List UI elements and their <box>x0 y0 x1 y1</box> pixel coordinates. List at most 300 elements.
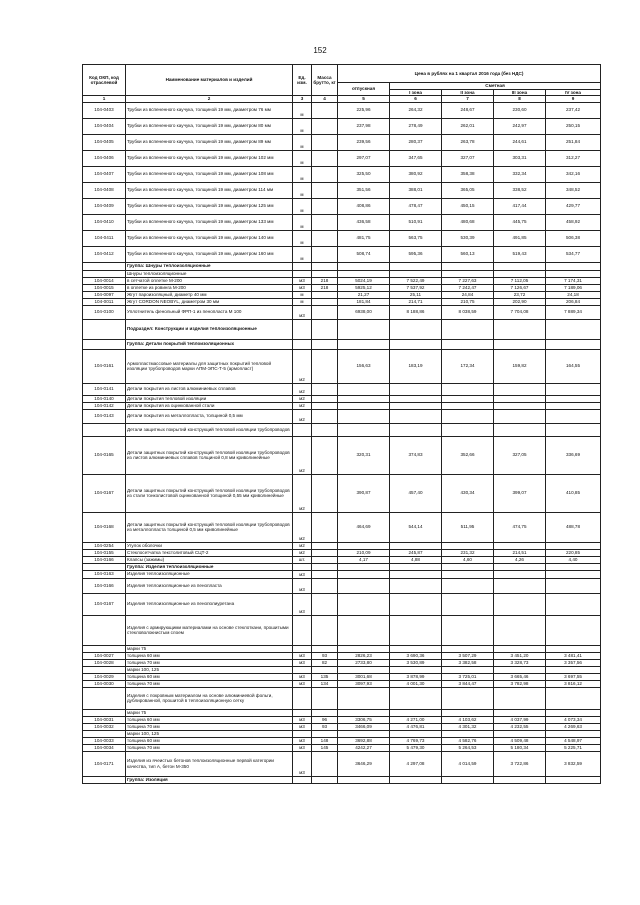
table-row <box>83 298 601 305</box>
cell-name: марки 100, 125 <box>126 730 293 737</box>
cell-price-zone-4: 312,27 <box>546 150 601 166</box>
cell-price-zone-1 <box>390 666 442 673</box>
cell-unit <box>293 730 312 737</box>
cell-unit <box>293 709 312 716</box>
cell-code: 104-0411 <box>83 230 126 246</box>
cell-price-release: 3466,09 <box>338 723 390 730</box>
cell-name: марки 75 <box>126 709 293 716</box>
cell-price-release: 481,75 <box>338 230 390 246</box>
cell-mass <box>312 549 338 556</box>
header-zone-3: III зона <box>494 89 546 96</box>
cell-name: толщина 70 мм <box>126 680 293 687</box>
cell-mass <box>312 305 338 319</box>
cell-price-zone-2 <box>442 570 494 578</box>
cell-price-zone-3: 3 665,46 <box>494 673 546 680</box>
cell-price-zone-1 <box>390 402 442 409</box>
cell-price-zone-4 <box>546 402 601 409</box>
cell-price-zone-2 <box>442 730 494 737</box>
cell-price-zone-2: 560,13 <box>442 246 494 262</box>
cell-price-zone-2: 358,38 <box>442 166 494 182</box>
cell-code: 104-0168 <box>83 512 126 542</box>
cell-price-zone-1: 5 479,30 <box>390 744 442 751</box>
cell-price-release <box>338 593 390 615</box>
cell-price-zone-4: 237,42 <box>546 102 601 118</box>
cell-price-zone-3: 242,97 <box>494 118 546 134</box>
cell-mass <box>312 339 338 349</box>
cell-price-zone-4 <box>546 262 601 270</box>
cell-price-zone-3 <box>494 776 546 783</box>
cell-price-zone-4: 3 832,59 <box>546 751 601 776</box>
cell-price-release <box>338 270 390 277</box>
cell-code: 104-0254 <box>83 542 126 549</box>
cell-price-release <box>338 578 390 593</box>
cell-price-zone-1: 544,14 <box>390 512 442 542</box>
cell-unit: м3 <box>293 723 312 730</box>
cell-mass <box>312 102 338 118</box>
cell-price-zone-3: 338,52 <box>494 182 546 198</box>
cell-price-zone-3 <box>494 542 546 549</box>
cell-price-zone-4: 506,38 <box>546 230 601 246</box>
cell-code: 104-0028 <box>83 659 126 666</box>
table-row <box>83 542 601 549</box>
cell-price-zone-4: 7 889,34 <box>546 305 601 319</box>
cell-code: 104-0142 <box>83 402 126 409</box>
cell-price-zone-2 <box>442 709 494 716</box>
cell-name: толщина 70 мм <box>126 659 293 666</box>
cell-price-zone-3 <box>494 563 546 570</box>
cell-mass <box>312 556 338 563</box>
cell-price-zone-1 <box>390 319 442 339</box>
cell-price-zone-4 <box>546 542 601 549</box>
cell-code: 104-0408 <box>83 182 126 198</box>
cell-price-zone-2 <box>442 409 494 423</box>
section-row <box>83 563 601 570</box>
cell-price-zone-3 <box>494 593 546 615</box>
cell-price-zone-1 <box>390 615 442 645</box>
column-index: 7 <box>442 96 494 103</box>
cell-code: 104-0167 <box>83 593 126 615</box>
cell-mass <box>312 319 338 339</box>
cell-mass <box>312 570 338 578</box>
cell-name: Трубки из вспененного каучука, толщиной 19 мм, диаметром 80 мм <box>126 118 293 134</box>
cell-price-release <box>338 319 390 339</box>
cell-mass <box>312 666 338 673</box>
cell-price-release: 4,17 <box>338 556 390 563</box>
table-row <box>83 549 601 556</box>
cell-name: Угулок оболочки <box>126 542 293 549</box>
cell-price-zone-2: 3 844,47 <box>442 680 494 687</box>
cell-mass <box>312 262 338 270</box>
cell-mass <box>312 214 338 230</box>
cell-price-zone-4: 5 225,71 <box>546 744 601 751</box>
cell-name: Детали покрытия из оцинкованной стали <box>126 402 293 409</box>
cell-price-zone-2 <box>442 383 494 395</box>
table-row <box>83 423 601 436</box>
cell-code: 104-0029 <box>83 673 126 680</box>
cell-unit: м2 <box>293 474 312 512</box>
cell-code: 104-0166 <box>83 556 126 563</box>
cell-price-zone-1: 380,92 <box>390 166 442 182</box>
cell-unit: м2 <box>293 402 312 409</box>
cell-code <box>83 262 126 270</box>
table-row <box>83 166 601 182</box>
cell-price-zone-2 <box>442 578 494 593</box>
cell-code: 104-0412 <box>83 246 126 262</box>
cell-price-zone-1 <box>390 395 442 402</box>
cell-code: 104-0030 <box>83 680 126 687</box>
cell-unit: м2 <box>293 549 312 556</box>
cell-price-zone-4: 458,92 <box>546 214 601 230</box>
cell-price-release <box>338 409 390 423</box>
cell-unit: м3 <box>293 593 312 615</box>
cell-code: 104-0163 <box>83 570 126 578</box>
cell-unit: м3 <box>293 737 312 744</box>
cell-code: 104-0141 <box>83 383 126 395</box>
cell-price-zone-2: 210,75 <box>442 298 494 305</box>
cell-mass <box>312 395 338 402</box>
header-unit: Ед. изм. <box>293 65 312 96</box>
table-row <box>83 744 601 751</box>
cell-unit: м3 <box>293 716 312 723</box>
cell-unit: м <box>293 166 312 182</box>
cell-price-release <box>338 730 390 737</box>
cell-name: Детали защитных покрытий конструкций тепловой изоляции трубопроводов из металлопласта толщиной 0,5 мм криволинейные <box>126 512 293 542</box>
column-index: 8 <box>494 96 546 103</box>
cell-price-release <box>338 570 390 578</box>
table-row <box>83 214 601 230</box>
cell-price-zone-1 <box>390 709 442 716</box>
cell-price-zone-2 <box>442 615 494 645</box>
table-row <box>83 436 601 474</box>
table-row <box>83 680 601 687</box>
cell-price-zone-2: 172,34 <box>442 349 494 383</box>
cell-unit: м3 <box>293 673 312 680</box>
cell-unit <box>293 262 312 270</box>
cell-price-zone-3: 399,07 <box>494 474 546 512</box>
cell-price-zone-3 <box>494 402 546 409</box>
cell-mass: 93 <box>312 723 338 730</box>
header-code: Код ОКП, код отраслевой <box>83 65 126 96</box>
cell-name: толщина 60 мм <box>126 737 293 744</box>
header-release: отпускная <box>338 83 390 96</box>
cell-code: 104-0140 <box>83 395 126 402</box>
price-table <box>82 64 601 784</box>
cell-code: 104-0405 <box>83 134 126 150</box>
cell-price-zone-1 <box>390 776 442 783</box>
table-body <box>83 102 601 783</box>
cell-name: Детали защитных покрытий конструкций тепловой изоляции трубопроводов <box>126 423 293 436</box>
cell-price-zone-3: 445,75 <box>494 214 546 230</box>
cell-price-zone-3 <box>494 339 546 349</box>
cell-price-zone-4 <box>546 409 601 423</box>
cell-mass: 134 <box>312 680 338 687</box>
table-row <box>83 645 601 652</box>
cell-code: 104-0034 <box>83 744 126 751</box>
cell-price-zone-4: 3 357,56 <box>546 659 601 666</box>
cell-unit: м <box>293 150 312 166</box>
cell-price-zone-4 <box>546 776 601 783</box>
cell-price-release <box>338 687 390 709</box>
cell-name: Изделия теплоизоляционные из пенополиуретана <box>126 593 293 615</box>
cell-price-zone-2 <box>442 542 494 549</box>
cell-price-zone-1: 388,01 <box>390 182 442 198</box>
cell-unit: м <box>293 182 312 198</box>
table-row <box>83 383 601 395</box>
column-index: 3 <box>293 96 312 103</box>
cell-price-zone-3: 244,61 <box>494 134 546 150</box>
cell-price-zone-4 <box>546 666 601 673</box>
cell-unit: м3 <box>293 578 312 593</box>
table-row <box>83 198 601 214</box>
cell-price-zone-4: 3 816,12 <box>546 680 601 687</box>
table-row <box>83 659 601 666</box>
cell-price-zone-1: 4 297,08 <box>390 751 442 776</box>
cell-price-zone-2 <box>442 776 494 783</box>
cell-price-zone-4: 3 481,41 <box>546 652 601 659</box>
cell-price-release <box>338 542 390 549</box>
cell-price-zone-3: 4,26 <box>494 556 546 563</box>
cell-name: в оплетке из ровинга М-200 <box>126 284 293 291</box>
cell-price-zone-3: 159,82 <box>494 349 546 383</box>
table-row <box>83 349 601 383</box>
cell-unit <box>293 270 312 277</box>
cell-name: Детали защитных покрытий конструкций тепловой изоляции трубопроводов из листов алюминиевых сплавов толщиной 0,8 мм криволинейные <box>126 436 293 474</box>
cell-price-zone-4 <box>546 645 601 652</box>
cell-price-zone-2: 262,01 <box>442 118 494 134</box>
cell-name: Подраздел: Конструкции и изделия теплоизоляционные <box>126 319 293 339</box>
cell-price-zone-2 <box>442 262 494 270</box>
cell-price-zone-2 <box>442 423 494 436</box>
cell-price-zone-2: 365,05 <box>442 182 494 198</box>
cell-unit <box>293 645 312 652</box>
cell-price-release <box>338 395 390 402</box>
cell-name: Стеклосетчатка текстолитовый СЦТ-2 <box>126 549 293 556</box>
cell-price-release <box>338 383 390 395</box>
cell-unit: м3 <box>293 570 312 578</box>
cell-price-release: 297,07 <box>338 150 390 166</box>
cell-unit <box>293 687 312 709</box>
cell-price-release: 3001,68 <box>338 673 390 680</box>
column-index: 5 <box>338 96 390 103</box>
cell-price-zone-1 <box>390 578 442 593</box>
cell-price-zone-2: 4 301,32 <box>442 723 494 730</box>
cell-mass <box>312 542 338 549</box>
cell-price-release: 2826,23 <box>338 652 390 659</box>
cell-unit: м2 <box>293 542 312 549</box>
cell-price-zone-2: 231,32 <box>442 549 494 556</box>
cell-price-zone-1: 478,47 <box>390 198 442 214</box>
cell-price-zone-1 <box>390 687 442 709</box>
cell-unit: м <box>293 118 312 134</box>
cell-price-zone-3 <box>494 423 546 436</box>
cell-price-zone-1 <box>390 730 442 737</box>
header-zone-2: II зона <box>442 89 494 96</box>
cell-mass <box>312 182 338 198</box>
cell-name: Группа: Изделия теплоизоляционные <box>126 563 293 570</box>
table-row <box>83 246 601 262</box>
cell-mass <box>312 291 338 298</box>
column-index: 9 <box>546 96 601 103</box>
cell-mass <box>312 134 338 150</box>
cell-code: 104-0407 <box>83 166 126 182</box>
cell-price-zone-1: 25,11 <box>390 291 442 298</box>
cell-name: Детали покрытия из металлопласта, толщиной 0,5 мм <box>126 409 293 423</box>
cell-price-zone-1: 8 188,86 <box>390 305 442 319</box>
cell-mass: 145 <box>312 744 338 751</box>
cell-code: 104-0406 <box>83 150 126 166</box>
cell-price-zone-1: 183,19 <box>390 349 442 383</box>
table-row <box>83 687 601 709</box>
cell-name: толщина 60 мм <box>126 652 293 659</box>
cell-price-zone-4: 410,85 <box>546 474 601 512</box>
cell-price-release: 156,63 <box>338 349 390 383</box>
cell-price-zone-3: 5 180,34 <box>494 744 546 751</box>
table-row <box>83 134 601 150</box>
cell-price-release <box>338 402 390 409</box>
cell-price-zone-4: 3 697,55 <box>546 673 601 680</box>
cell-price-zone-2: 4,60 <box>442 556 494 563</box>
cell-name: толщина 70 мм <box>126 723 293 730</box>
cell-price-zone-1: 264,32 <box>390 102 442 118</box>
cell-price-zone-4: 250,15 <box>546 118 601 134</box>
cell-price-zone-3: 7 126,67 <box>494 284 546 291</box>
cell-price-zone-2: 8 038,59 <box>442 305 494 319</box>
cell-price-zone-4 <box>546 709 601 716</box>
cell-unit: м <box>293 298 312 305</box>
cell-code: 104-0171 <box>83 751 126 776</box>
cell-unit <box>293 319 312 339</box>
cell-price-zone-3 <box>494 570 546 578</box>
cell-price-zone-2: 3 725,01 <box>442 673 494 680</box>
cell-price-zone-3: 3 722,86 <box>494 751 546 776</box>
cell-code: 104-0403 <box>83 102 126 118</box>
cell-price-zone-2: 530,39 <box>442 230 494 246</box>
cell-price-release: 2733,80 <box>338 659 390 666</box>
cell-code: 104-0166 <box>83 578 126 593</box>
cell-price-release: 3097,93 <box>338 680 390 687</box>
header-zone-1: I зона <box>390 89 442 96</box>
cell-price-release: 181,84 <box>338 298 390 305</box>
cell-unit: м <box>293 214 312 230</box>
cell-code: 104-0032 <box>83 723 126 730</box>
cell-price-zone-3: 4 037,99 <box>494 716 546 723</box>
cell-price-zone-4: 7 174,31 <box>546 277 601 284</box>
cell-price-zone-2: 7 227,63 <box>442 277 494 284</box>
cell-price-zone-1: 595,36 <box>390 246 442 262</box>
cell-code: 104-0097 <box>83 291 126 298</box>
cell-mass <box>312 150 338 166</box>
cell-price-zone-2 <box>442 563 494 570</box>
cell-name: Изделия с армирующими материалами на основе стеклоткани, прошитыми стекловолокнистым слоем <box>126 615 293 645</box>
cell-price-zone-4: 4,40 <box>546 556 601 563</box>
cell-price-zone-4 <box>546 687 601 709</box>
cell-mass <box>312 687 338 709</box>
cell-name: Жгут CORDON NEOBYL, диаметром 30 мм <box>126 298 293 305</box>
table-row <box>83 730 601 737</box>
cell-price-zone-1 <box>390 339 442 349</box>
cell-price-zone-4: 251,84 <box>546 134 601 150</box>
cell-name: Шнуры теплоизоляционные <box>126 270 293 277</box>
cell-price-zone-4: 348,52 <box>546 182 601 198</box>
cell-price-zone-3: 332,34 <box>494 166 546 182</box>
cell-price-zone-1: 457,40 <box>390 474 442 512</box>
cell-price-zone-4: 7 189,06 <box>546 284 601 291</box>
cell-unit: м2 <box>293 395 312 402</box>
cell-unit <box>293 339 312 349</box>
cell-price-zone-1 <box>390 409 442 423</box>
table-row <box>83 102 601 118</box>
cell-code: 104-0409 <box>83 198 126 214</box>
cell-price-zone-1 <box>390 593 442 615</box>
cell-price-release: 3646,29 <box>338 751 390 776</box>
cell-price-zone-3 <box>494 409 546 423</box>
cell-price-zone-4: 429,77 <box>546 198 601 214</box>
column-index: 6 <box>390 96 442 103</box>
cell-mass: 96 <box>312 716 338 723</box>
cell-code <box>83 270 126 277</box>
cell-mass <box>312 474 338 512</box>
cell-price-zone-4: 4 269,63 <box>546 723 601 730</box>
table-row <box>83 409 601 423</box>
cell-price-zone-1: 4 476,81 <box>390 723 442 730</box>
cell-price-release: 325,50 <box>338 166 390 182</box>
cell-code <box>83 339 126 349</box>
cell-price-zone-1: 7 522,49 <box>390 277 442 284</box>
cell-code: 104-0404 <box>83 118 126 134</box>
cell-unit: м <box>293 230 312 246</box>
cell-name: Трубки из вспененного каучука, толщиной 19 мм, диаметром 89 мм <box>126 134 293 150</box>
header-price-title: Цена в рублях на 1 квартал 2016 года (без НДС) <box>338 65 601 83</box>
cell-price-release: 390,87 <box>338 474 390 512</box>
cell-price-release: 464,69 <box>338 512 390 542</box>
cell-name: Трубки из вспененного каучука, толщиной 19 мм, диаметром 108 мм <box>126 166 293 182</box>
cell-name: Детали покрытия тепловой изоляции <box>126 395 293 402</box>
cell-unit: м3 <box>293 652 312 659</box>
cell-unit: м2 <box>293 512 312 542</box>
cell-price-zone-4: 4 073,34 <box>546 716 601 723</box>
table-row <box>83 230 601 246</box>
cell-price-zone-2: 511,95 <box>442 512 494 542</box>
cell-unit: м <box>293 134 312 150</box>
cell-price-zone-1: 280,37 <box>390 134 442 150</box>
table-row <box>83 751 601 776</box>
cell-unit: м3 <box>293 680 312 687</box>
cell-price-zone-2 <box>442 319 494 339</box>
cell-name: Трубки из вспененного каучука, толщиной 19 мм, диаметром 76 мм <box>126 102 293 118</box>
cell-code <box>83 776 126 783</box>
cell-price-zone-3 <box>494 262 546 270</box>
cell-name: Трубки из вспененного каучука, толщиной 19 мм, диаметром 125 мм <box>126 198 293 214</box>
cell-price-zone-2: 5 264,53 <box>442 744 494 751</box>
cell-price-zone-4 <box>546 730 601 737</box>
cell-name: Группа: Шнуры теплоизоляционные <box>126 262 293 270</box>
cell-unit: м <box>293 198 312 214</box>
table-row <box>83 673 601 680</box>
cell-mass <box>312 349 338 383</box>
table-row <box>83 182 601 198</box>
cell-code <box>83 666 126 673</box>
cell-price-zone-4 <box>546 615 601 645</box>
cell-price-release <box>338 615 390 645</box>
cell-price-zone-3: 7 704,08 <box>494 305 546 319</box>
cell-unit <box>293 666 312 673</box>
column-index: 4 <box>312 96 338 103</box>
table-row <box>83 570 601 578</box>
cell-price-zone-2: 248,67 <box>442 102 494 118</box>
cell-price-zone-3: 491,85 <box>494 230 546 246</box>
cell-mass: 218 <box>312 284 338 291</box>
cell-price-zone-4: 534,77 <box>546 246 601 262</box>
